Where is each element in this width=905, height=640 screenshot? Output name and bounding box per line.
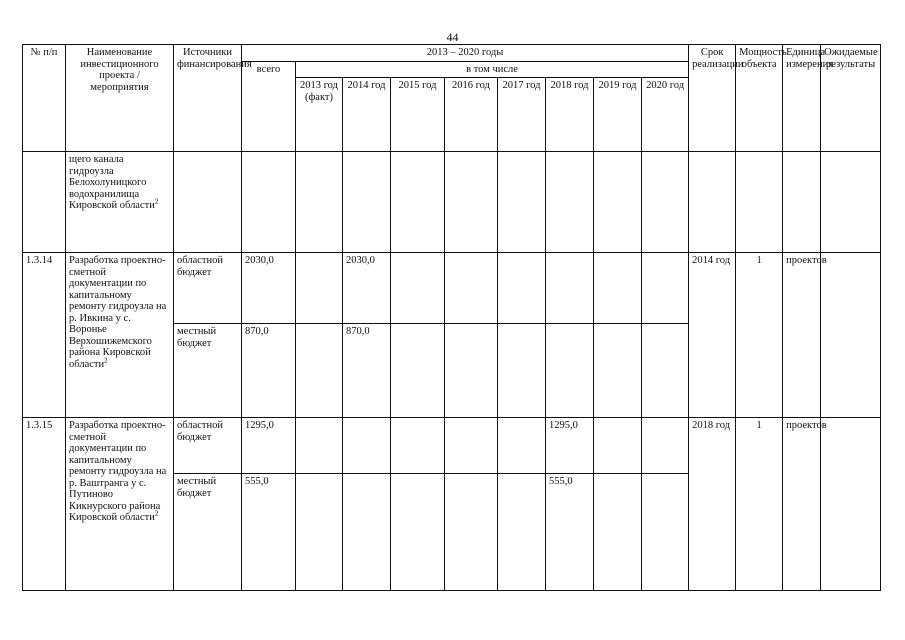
header-term: Срок реализации (689, 45, 736, 152)
row-num: 1.3.14 (23, 253, 66, 418)
header-num: № п/п (23, 45, 66, 152)
cell (642, 152, 689, 253)
header-name: Наименование инвестиционного проекта / мероприятия (66, 45, 174, 152)
year-value (391, 253, 445, 324)
cell (343, 152, 391, 253)
cell (546, 152, 594, 253)
year-value: 555,0 (546, 474, 594, 591)
cell (296, 152, 343, 253)
header-year: 2016 год (445, 78, 498, 152)
cell (391, 152, 445, 253)
funding-total: 1295,0 (242, 418, 296, 474)
header-year: 2013 год (факт) (296, 78, 343, 152)
year-value (546, 324, 594, 418)
table-row (23, 418, 881, 474)
row-name: щего канала гидроузла Белохолуницкого водохранилища Кировской области$^2$ (66, 152, 174, 253)
cell (689, 152, 736, 253)
header-unit: Единица измерения (783, 45, 821, 152)
year-value: 1295,0 (546, 418, 594, 474)
funding-total: 555,0 (242, 474, 296, 591)
cell (445, 152, 498, 253)
row-unit: проектов (783, 253, 821, 418)
funding-source: областной бюджет (174, 418, 242, 474)
year-value (498, 324, 546, 418)
cell (498, 152, 546, 253)
year-value (445, 418, 498, 474)
header-year: 2017 год (498, 78, 546, 152)
year-value (498, 474, 546, 591)
row-expected (821, 418, 881, 591)
row-term: 2014 год (689, 253, 736, 418)
header-year: 2018 год (546, 78, 594, 152)
year-value (391, 474, 445, 591)
year-value: 870,0 (343, 324, 391, 418)
cell (174, 152, 242, 253)
header-year: 2020 год (642, 78, 689, 152)
year-value (498, 418, 546, 474)
year-value (296, 253, 343, 324)
year-value (642, 474, 689, 591)
cell (242, 152, 296, 253)
year-value (445, 253, 498, 324)
funding-total: 870,0 (242, 324, 296, 418)
year-value: 2030,0 (343, 253, 391, 324)
year-value (594, 253, 642, 324)
year-value (594, 418, 642, 474)
table-row (23, 253, 881, 324)
investment-table (22, 44, 881, 591)
header-period: 2013 – 2020 годы (242, 45, 689, 62)
funding-total: 2030,0 (242, 253, 296, 324)
cell (736, 152, 783, 253)
funding-source: местный бюджет (174, 474, 242, 591)
header-year: 2014 год (343, 78, 391, 152)
funding-source: местный бюджет (174, 324, 242, 418)
header-capacity: Мощность объекта (736, 45, 783, 152)
row-unit: проектов (783, 418, 821, 591)
continuation-row (23, 152, 881, 253)
header-including: в том числе (296, 61, 689, 78)
year-value (296, 324, 343, 418)
header-source: Источники финансирования (174, 45, 242, 152)
year-value (642, 324, 689, 418)
year-value (498, 253, 546, 324)
row-capacity: 1 (736, 418, 783, 591)
year-value (642, 418, 689, 474)
year-value (296, 418, 343, 474)
year-value (642, 253, 689, 324)
cell (23, 152, 66, 253)
cell (783, 152, 821, 253)
row-expected (821, 253, 881, 418)
header-total: всего (242, 61, 296, 152)
row-capacity: 1 (736, 253, 783, 418)
header-year: 2015 год (391, 78, 445, 152)
row-name: Разработка проектно-сметной документации по капитальному ремонту гидроузла на р. Ивкина у с. Воронье Верхошижемского района Кировской области$^2$ (66, 253, 174, 418)
cell (821, 152, 881, 253)
row-name: Разработка проектно-сметной документации по капитальному ремонту гидроузла на р. Ваштранга у с. Путиново Кикнурского района Кировской области$^2$ (66, 418, 174, 591)
page-number: 44 (446, 30, 459, 44)
year-value (594, 324, 642, 418)
year-value (546, 253, 594, 324)
row-term: 2018 год (689, 418, 736, 591)
year-value (296, 474, 343, 591)
row-num: 1.3.15 (23, 418, 66, 591)
funding-source: областной бюджет (174, 253, 242, 324)
header-year: 2019 год (594, 78, 642, 152)
year-value (343, 418, 391, 474)
year-value (391, 418, 445, 474)
year-value (343, 474, 391, 591)
cell (594, 152, 642, 253)
year-value (594, 474, 642, 591)
header-expected: Ожидаемые результаты (821, 45, 881, 152)
year-value (391, 324, 445, 418)
year-value (445, 324, 498, 418)
year-value (445, 474, 498, 591)
